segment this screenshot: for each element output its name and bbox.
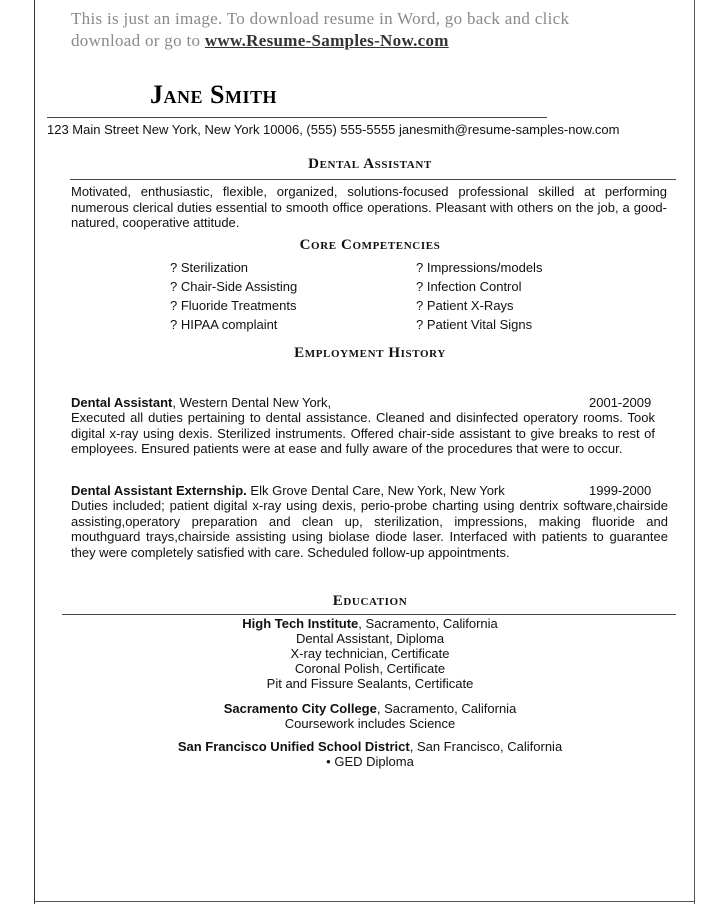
competency-item: ? Chair-Side Assisting xyxy=(170,279,298,294)
school-name: High Tech Institute xyxy=(242,616,359,631)
competency-item: ? Patient X-Rays xyxy=(416,298,514,313)
education-entry xyxy=(70,701,670,731)
competency-item: ? HIPAA complaint xyxy=(170,317,278,332)
school-location: , Sacramento, California xyxy=(358,616,498,631)
job-dates: 1999-2000 xyxy=(589,483,652,498)
competency-item: ? Fluoride Treatments xyxy=(170,298,297,313)
job-heading xyxy=(71,395,331,410)
contact-line: 123 Main Street New York, New York 10006, (555) 555-5555 janesmith@resume-samples-now.com xyxy=(47,122,620,137)
school-heading xyxy=(70,739,670,754)
credential-line: Coursework includes Science xyxy=(284,716,456,731)
candidate-name: Jane Smith xyxy=(150,80,277,109)
education-entry xyxy=(70,739,670,769)
competency-item: ? Sterilization xyxy=(170,260,249,275)
credential-line: X-ray technician, Certificate xyxy=(290,646,450,661)
credential-line: Pit and Fissure Sealants, Certificate xyxy=(266,676,474,691)
notice-prefix: download or go to xyxy=(71,31,205,50)
job-description: Executed all duties pertaining to dental assistance. Cleaned and disinfected operatory rooms. Took digital x-ray using dexis. Sterilized instruments. Offered chair-side assistant to give breaks to rest of employees. Ensured patients were at ease and fully aware of the procedures that were to occur. xyxy=(71,410,655,456)
notice-line-1: This is just an image. To download resume in Word, go back and click xyxy=(71,9,570,28)
objective-divider xyxy=(70,179,676,180)
competency-item: ? Infection Control xyxy=(416,279,522,294)
credential-line: Dental Assistant, Diploma xyxy=(295,631,445,646)
job-role: Dental Assistant xyxy=(71,395,173,410)
school-heading xyxy=(70,701,670,716)
school-name: San Francisco Unified School District xyxy=(177,739,410,754)
resume-samples-link[interactable]: www.Resume-Samples-Now.com xyxy=(204,31,449,50)
job-heading xyxy=(71,483,505,498)
competency-item: ? Patient Vital Signs xyxy=(416,317,533,332)
credential-line: Coronal Polish, Certificate xyxy=(294,661,446,676)
credential-line: • GED Diploma xyxy=(326,754,414,769)
job-employer: Elk Grove Dental Care, New York, New York xyxy=(246,483,505,498)
notice-line-2 xyxy=(71,30,631,52)
competency-item: ? Impressions/models xyxy=(416,260,543,275)
page-right-border xyxy=(694,0,695,904)
name-divider xyxy=(47,117,547,118)
page-left-border xyxy=(34,0,35,904)
education-title: Education xyxy=(332,593,408,609)
competencies-left-list xyxy=(170,258,297,334)
school-heading xyxy=(70,616,670,631)
education-entry xyxy=(70,616,670,691)
school-name: Sacramento City College xyxy=(223,701,377,716)
page-bottom-border xyxy=(34,901,695,902)
objective-text: Motivated, enthusiastic, flexible, organized, solutions-focused professional skilled at performing numerous clerical duties essential to smooth office operations. Pleasant with others on the job, a good-natured, cooperative attitude. xyxy=(71,184,667,230)
job-employer: , Western Dental New York, xyxy=(172,395,332,410)
education-divider xyxy=(62,614,676,615)
job-dates: 2001-2009 xyxy=(589,395,652,410)
school-location: , San Francisco, California xyxy=(409,739,563,754)
objective-title: Dental Assistant xyxy=(308,156,432,172)
school-location: , Sacramento, California xyxy=(376,701,517,716)
competencies-right-list xyxy=(416,258,542,334)
job-description: Duties included; patient digital x-ray using dexis, perio-probe charting using dentrix software,chairside assisting,operatory preparation and clean up, sterilization, impressions, making fluoride and mouthguard trays,chairside assisting using biolase diode laser. Interfaced with patients to guarantee they were completely satisfied with care. Scheduled follow-up appointments. xyxy=(71,498,668,560)
employment-title: Employment History xyxy=(294,345,446,361)
job-role: Dental Assistant Externship. xyxy=(71,483,247,498)
competencies-title: Core Competencies xyxy=(299,237,441,253)
download-notice xyxy=(71,8,631,52)
